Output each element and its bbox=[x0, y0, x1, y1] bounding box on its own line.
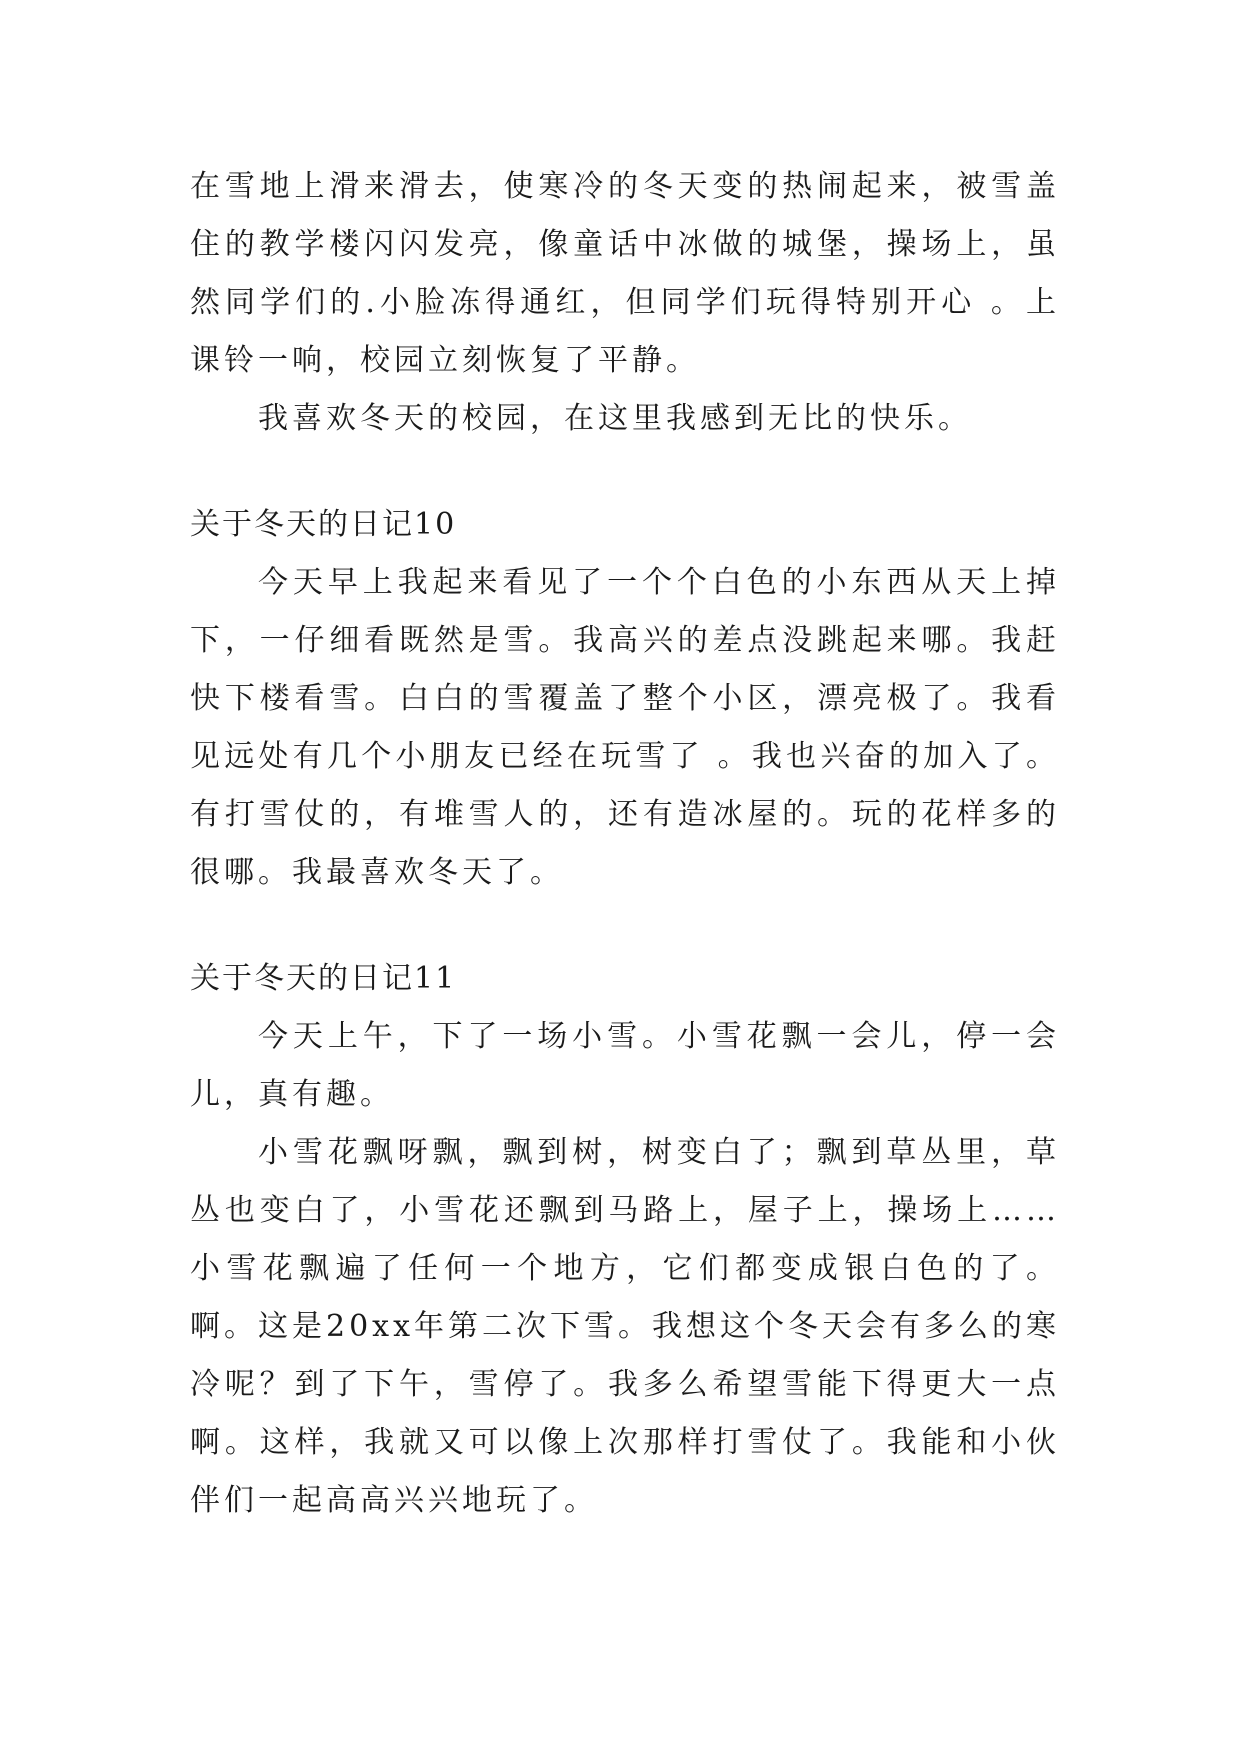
paragraph-closing: 我喜欢冬天的校园，在这里我感到无比的快乐。 bbox=[258, 401, 972, 436]
section-title-11: 关于冬天的日记11 bbox=[190, 961, 457, 996]
paragraph-diary-10: 今天早上我起来看见了一个个白色的小东西从天上掉下，一仔细看既然是雪。我高兴的差点没跳起来哪。我赶快下楼看雪。白白的雪覆盖了整个小区，漂亮极了。我看见远处有几个小朋友已经在玩雪了 。我也兴奋的加入了。有打雪仗的，有堆雪人的，还有造冰屋的。玩的花样多的很哪。我最喜欢冬天了。 bbox=[190, 565, 1060, 890]
section-spacer bbox=[190, 448, 1060, 496]
section-spacer bbox=[190, 902, 1060, 950]
paragraph-continued: 在雪地上滑来滑去，使寒冷的冬天变的热闹起来，被雪盖住的教学楼闪闪发亮，像童话中冰做的城堡，操场上，虽然同学们的.小脸冻得通红，但同学们玩得特别开心 。上课铃一响，校园立刻恢复了平静。 bbox=[190, 169, 1060, 378]
paragraph-diary-11-a: 今天上午，下了一场小雪。小雪花飘一会儿，停一会儿，真有趣。 bbox=[190, 1019, 1060, 1112]
paragraph-diary-11-b: 小雪花飘呀飘，飘到树，树变白了；飘到草丛里，草丛也变白了，小雪花还飘到马路上，屋子上，操场上……小雪花飘遍了任何一个地方，它们都变成银白色的了。啊。这是20xx年第二次下雪。我想这个冬天会有多么的寒冷呢？到了下午，雪停了。我多么希望雪能下得更大一点啊。这样，我就又可以像上次那样打雪仗了。我能和小伙伴们一起高高兴兴地玩了。 bbox=[190, 1135, 1061, 1518]
document-body bbox=[190, 158, 1060, 1530]
section-title-10: 关于冬天的日记10 bbox=[190, 507, 457, 542]
